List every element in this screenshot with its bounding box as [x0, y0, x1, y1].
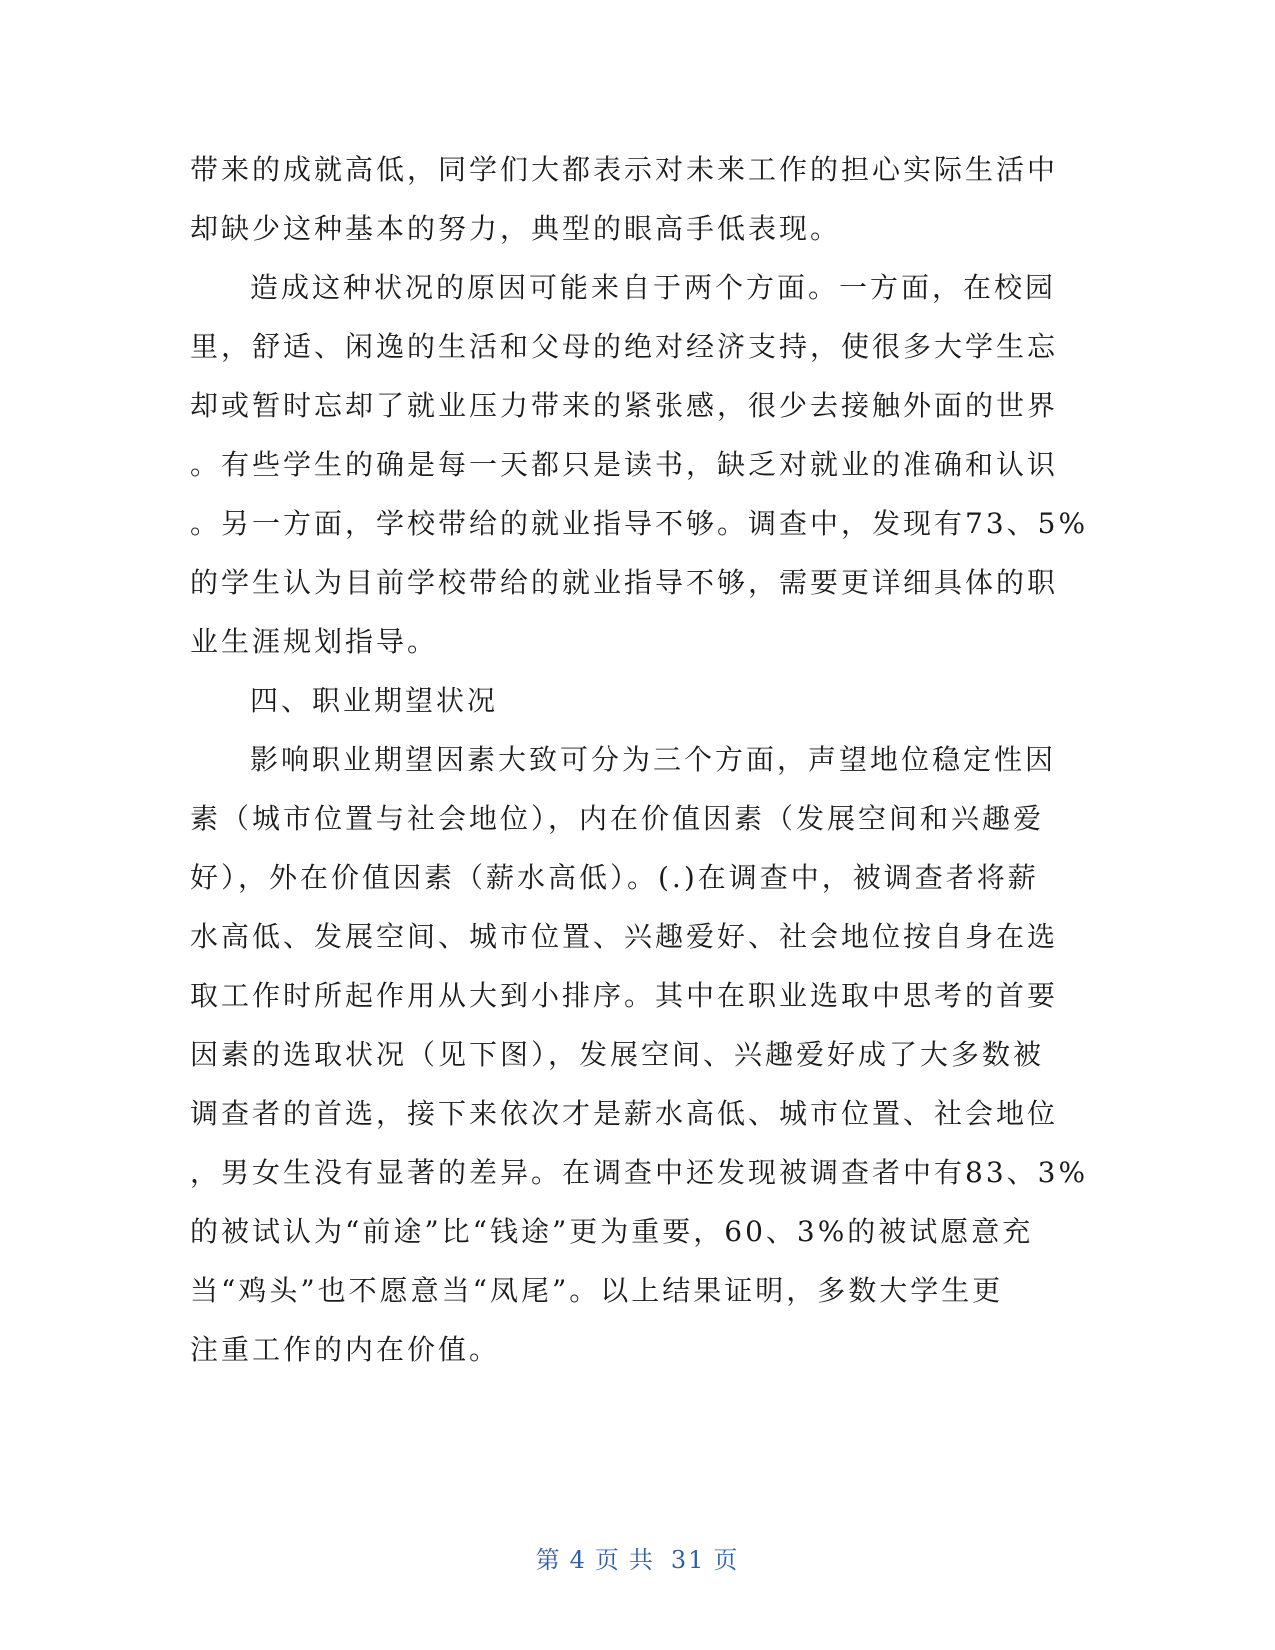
text-line-9: 业生涯规划指导。 — [190, 625, 439, 658]
text-line-8: 的学生认为目前学校带给的就业指导不够，需要更详细具体的职 — [190, 566, 1059, 599]
text-line-12: 素（城市位置与社会地位），内在价值因素（发展空间和兴趣爱 — [190, 802, 1045, 835]
text-line-11: 影响职业期望因素大致可分为三个方面，声望地位稳定性因 — [250, 743, 1057, 776]
text-line-3: 造成这种状况的原因可能来自于两个方面。一方面，在校园 — [250, 271, 1057, 304]
section-heading: 四、职业期望状况 — [250, 684, 499, 717]
text-line-20: 当“鸡头”也不愿意当“凤尾”。以上结果证明，多数大学生更 — [190, 1274, 1004, 1307]
footer-prefix: 第 — [535, 1546, 562, 1574]
text-line-15: 取工作时所起作用从大到小排序。其中在职业选取中思考的首要 — [190, 979, 1059, 1012]
footer-page-number: 4 — [569, 1546, 587, 1574]
text-line-21: 注重工作的内在价值。 — [190, 1333, 501, 1366]
footer-total-label: 共 — [628, 1546, 655, 1574]
text-line-14: 水高低、发展空间、城市位置、兴趣爱好、社会地位按自身在选 — [190, 920, 1059, 953]
footer-total-pages: 31 — [670, 1546, 706, 1574]
footer-suffix: 页 — [713, 1546, 740, 1574]
text-line-16: 因素的选取状况（见下图），发展空间、兴趣爱好成了大多数被 — [190, 1038, 1045, 1071]
page-footer — [0, 1540, 1275, 1575]
body-text — [190, 140, 1089, 1379]
text-line-13: 好），外在价值因素（薪水高低）。(.)在调查中，被调查者将薪 — [190, 861, 1039, 894]
text-line-1: 带来的成就高低，同学们大都表示对未来工作的担心实际生活中 — [190, 153, 1059, 186]
text-line-6: 。有些学生的确是每一天都只是读书，缺乏对就业的准确和认识 — [190, 448, 1059, 481]
text-line-2: 却缺少这种基本的努力，典型的眼高手低表现。 — [190, 212, 842, 245]
footer-page-label: 页 — [594, 1546, 621, 1574]
text-line-17: 调查者的首选，接下来依次才是薪水高低、城市位置、社会地位 — [190, 1097, 1059, 1130]
text-line-4: 里，舒适、闲逸的生活和父母的绝对经济支持，使很多大学生忘 — [190, 330, 1059, 363]
text-line-18: ，男女生没有显著的差异。在调查中还发现被调查者中有83、3% — [190, 1156, 1089, 1189]
text-line-19: 的被试认为“前途”比“钱途”更为重要，60、3%的被试愿意充 — [190, 1215, 1034, 1248]
text-line-7: 。另一方面，学校带给的就业指导不够。调查中，发现有73、5% — [190, 507, 1089, 540]
text-line-5: 却或暂时忘却了就业压力带来的紧张感，很少去接触外面的世界 — [190, 389, 1059, 422]
